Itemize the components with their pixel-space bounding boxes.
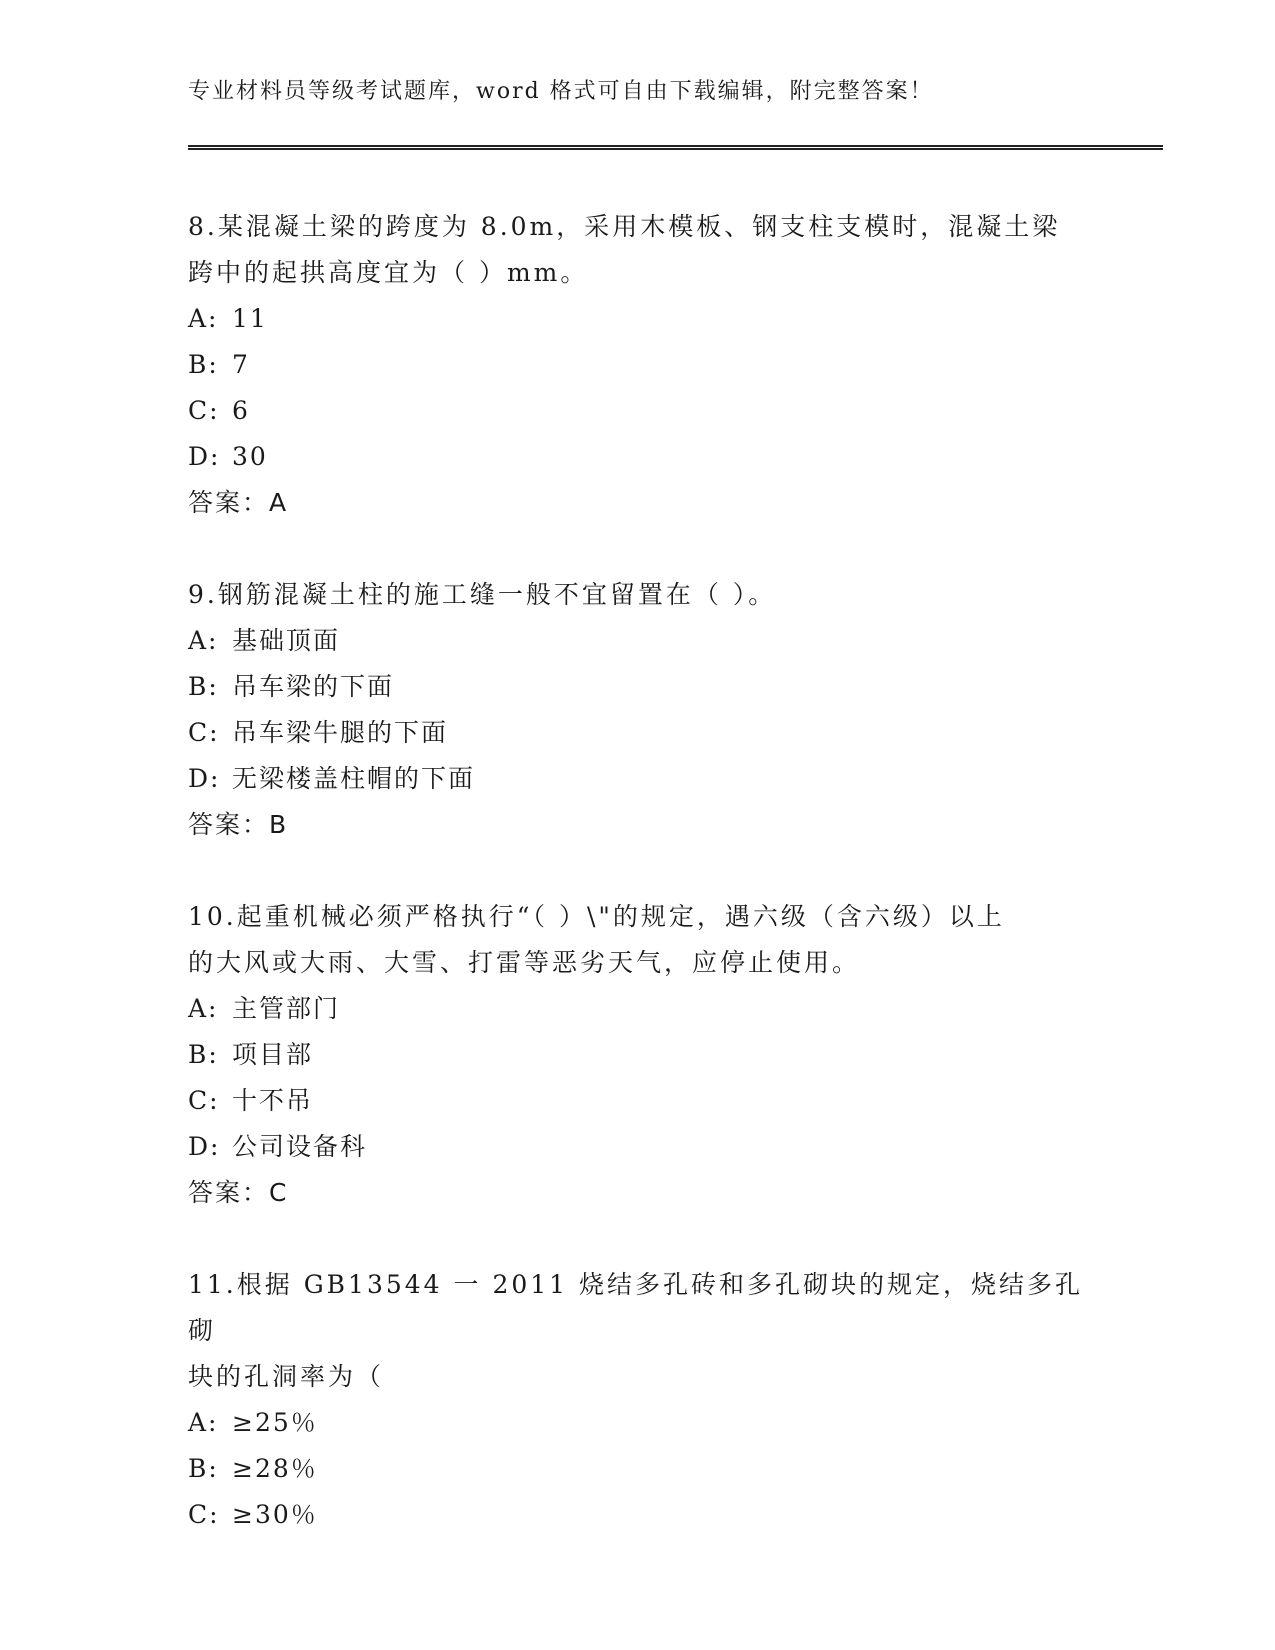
option-key: D: [188, 764, 221, 793]
option-key: D: [188, 1132, 221, 1161]
question-list [188, 204, 1088, 1584]
option-key: A: [188, 1408, 219, 1437]
option-b [188, 342, 1088, 388]
option-text: 无梁楼盖柱帽的下面 [232, 764, 476, 793]
option-d [188, 1124, 1088, 1170]
option-a [188, 618, 1088, 664]
option-c [188, 388, 1088, 434]
option-key: B: [188, 1040, 219, 1069]
option-key: C: [188, 1086, 220, 1115]
option-a [188, 296, 1088, 342]
option-b [188, 1032, 1088, 1078]
option-key: A: [188, 304, 219, 333]
question-stem-line: 块的孔洞率为（ [188, 1362, 385, 1391]
option-c [188, 1078, 1088, 1124]
option-text: 吊车梁的下面 [232, 672, 395, 701]
option-text: 7 [232, 350, 250, 379]
question-stem-line: 跨中的起拱高度宜为（ ）mm。 [188, 258, 589, 287]
option-text: 项目部 [232, 1040, 314, 1069]
question-stem-line: 8.某混凝土梁的跨度为 8.0m，采用木模板、钢支柱支模时，混凝土梁 [188, 212, 1061, 241]
question-stem-line: 10.起重机械必须严格执行“（ ）\"的规定，遇六级（含六级）以上 [188, 902, 1005, 931]
question-11 [188, 1262, 1088, 1538]
option-c [188, 710, 1088, 756]
option-key: B: [188, 1454, 219, 1483]
option-text: 11 [232, 304, 268, 333]
question-stem-line: 的大风或大雨、大雪、打雷等恶劣天气，应停止使用。 [188, 948, 861, 977]
answer-label: 答案：C [188, 1178, 289, 1207]
option-key: A: [188, 994, 219, 1023]
option-text: ≥30％ [232, 1500, 318, 1529]
option-c [188, 1492, 1088, 1538]
option-text: 吊车梁牛腿的下面 [232, 718, 449, 747]
option-key: A: [188, 626, 219, 655]
question-stem-line: 11.根据 GB13544 一 2011 烧结多孔砖和多孔砌块的规定，烧结多孔砌 [188, 1270, 1084, 1345]
option-a [188, 1400, 1088, 1446]
option-key: B: [188, 350, 219, 379]
question-8 [188, 204, 1088, 526]
header-divider [188, 145, 1163, 150]
answer-label: 答案：A [188, 488, 289, 517]
option-key: C: [188, 718, 220, 747]
option-text: ≥25％ [232, 1408, 318, 1437]
option-key: B: [188, 672, 219, 701]
option-text: 十不吊 [232, 1086, 314, 1115]
option-key: D: [188, 442, 221, 471]
question-10 [188, 894, 1088, 1216]
option-text: 公司设备科 [232, 1132, 368, 1161]
option-b [188, 1446, 1088, 1492]
option-d [188, 756, 1088, 802]
option-d [188, 434, 1088, 480]
option-key: C: [188, 1500, 220, 1529]
question-9 [188, 572, 1088, 848]
option-a [188, 986, 1088, 1032]
option-text: 主管部门 [232, 994, 341, 1023]
option-text: 30 [232, 442, 268, 471]
option-text: 6 [232, 396, 250, 425]
option-b [188, 664, 1088, 710]
option-text: ≥28％ [232, 1454, 318, 1483]
page-header-text: 专业材料员等级考试题库，word 格式可自由下载编辑，附完整答案！ [188, 79, 934, 104]
option-text: 基础顶面 [232, 626, 341, 655]
question-stem-line: 9.钢筋混凝土柱的施工缝一般不宜留置在（ ）。 [188, 580, 777, 609]
option-key: C: [188, 396, 220, 425]
answer-label: 答案：B [188, 810, 289, 839]
